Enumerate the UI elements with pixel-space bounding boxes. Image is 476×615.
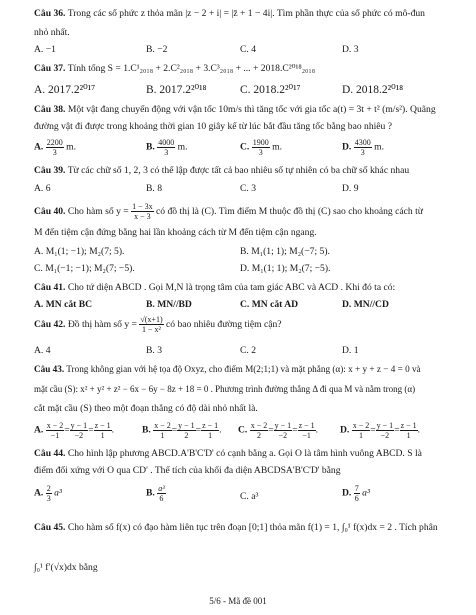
- option-d: D. MN//CD: [342, 299, 389, 310]
- denominator: 1 − x²: [142, 325, 161, 335]
- option-a: A. 6: [34, 183, 51, 194]
- question-label: Câu 40.: [34, 206, 66, 217]
- question-text-cont: nhỏ nhất.: [34, 27, 70, 38]
- question-text: Cho hàm số f(x) có đạo hàm liên tục trên đoạn [0;1] thỏa mãn f(1) = 1, ∫₀¹ f(x)dx = 2 . Tích phân: [67, 522, 438, 533]
- question-37: [34, 63, 454, 75]
- option-c: C. 4: [240, 44, 256, 55]
- question-text-cont: mặt cầu (S): x² + y² + z² − 6x − 6y − 8z + 18 = 0 . Phương trình đường thẳng Δ đi qua M và nằm trong (α): [34, 384, 416, 394]
- denominator: 3: [258, 148, 263, 157]
- question-text-cont: ∫₀¹ f′(√x)dx bằng: [34, 562, 98, 573]
- option-c: C. 2: [240, 345, 256, 356]
- option-b: B. M₁(1; 1); M₂(−7; 5).: [240, 246, 330, 257]
- option-b: B. 3: [146, 345, 162, 356]
- question-43: [34, 363, 454, 375]
- question-38: [34, 104, 454, 116]
- unit: a³: [362, 487, 370, 499]
- question-text: Cho hình lập phương ABCD.A'B'C'D' có cạnh bằng a. Gọi O là tâm hình vuông ABCD. S là: [67, 448, 422, 459]
- denominator: 1: [208, 431, 213, 440]
- option-c: C. MN cắt AD: [240, 299, 299, 310]
- option-letter: C.: [240, 141, 250, 153]
- question-45: [34, 522, 454, 534]
- fraction: [274, 421, 293, 440]
- option-b: B. MN//BD: [146, 299, 192, 310]
- numerator: z − 1: [298, 421, 315, 430]
- option-a: [34, 138, 76, 157]
- question-41: [34, 282, 454, 294]
- denominator: 3: [46, 494, 51, 503]
- question-label: Câu 43.: [34, 364, 65, 374]
- fraction: [157, 484, 165, 503]
- fraction: [94, 421, 112, 440]
- numerator: 4000: [158, 138, 175, 147]
- option-c: C. a³: [240, 491, 259, 502]
- numerator: 2200: [46, 138, 63, 147]
- option-d: D. 1: [342, 345, 359, 356]
- denominator: 6: [354, 494, 359, 503]
- question-text: Trong các số phức z thỏa mãn |z − 2 + i| = |z̄ + 1 − 4i|. Tìm phần thực của số phức có mô-đun: [67, 8, 425, 19]
- question-label: Câu 38.: [34, 104, 66, 115]
- fraction: [400, 421, 418, 440]
- numerator: 1 − 3x: [132, 202, 153, 212]
- numerator: 7: [354, 484, 359, 493]
- option-b: B. 8: [146, 183, 162, 194]
- numerator: y − 1: [274, 421, 292, 430]
- fraction: [46, 484, 52, 503]
- numerator: y − 1: [70, 421, 88, 430]
- denominator: −2: [380, 431, 390, 440]
- option-b: B. $\frac{x - 2}{1}$ = $\frac{y - 1}{2}$ = $\frac{z - 1}{1}$ .: [142, 421, 222, 440]
- option-c: C. $\frac{x - 2}{2}$ = $\frac{y - 1}{-2}$ = $\frac{z - 1}{-1}$ .: [238, 421, 319, 440]
- numerator: y − 1: [376, 421, 394, 430]
- denominator: 1: [160, 431, 165, 440]
- denominator: −1: [50, 431, 60, 440]
- fraction: [354, 484, 360, 503]
- option-a: A. −1: [34, 44, 56, 55]
- option-c: C. 2018.2²⁰¹⁷: [240, 84, 301, 96]
- option-d: [342, 138, 384, 157]
- question-text: Cho hàm số y =: [67, 206, 129, 217]
- fraction: [298, 421, 316, 440]
- denominator: 1: [406, 431, 411, 440]
- question-text: có đồ thị là (C). Tìm điểm M thuộc đồ thị (C) sao cho khoảng cách từ: [156, 206, 423, 217]
- option-a: A. 2017.2²⁰¹⁷: [34, 84, 96, 96]
- option-c: C. 3: [240, 183, 256, 194]
- fraction: [157, 138, 175, 157]
- option-a: A. 4: [34, 345, 51, 356]
- unit: a³: [54, 487, 62, 499]
- numerator: x − 2: [250, 421, 268, 430]
- question-text-cont: cắt mặt cầu (S) theo một đoạn thẳng có độ dài nhỏ nhất là.: [34, 403, 258, 414]
- numerator: 2: [46, 484, 51, 493]
- option-d: D. 9: [342, 183, 359, 194]
- numerator: √(x+1): [140, 315, 163, 325]
- option-letter: A.: [34, 141, 44, 153]
- question-text: Tính tổng S = 1.C¹₂₀₁₈ + 2.C²₂₀₁₈ + 3.C³₂₀₁₈ + ... + 2018.C²⁰¹⁸₂₀₁₈: [67, 63, 316, 74]
- option-a: [34, 484, 62, 503]
- fraction: [201, 421, 219, 440]
- question-label: Câu 37.: [34, 63, 66, 74]
- option-a: A. $\frac{x - 2}{-1}$ = $\frac{y - 1}{-2}$ = $\frac{z - 1}{1}$ .: [34, 421, 115, 440]
- fraction: [250, 421, 269, 440]
- question-label: Câu 39.: [34, 165, 66, 176]
- option-d: D. 3: [342, 44, 359, 55]
- fraction: [252, 138, 270, 157]
- option-letter: C.: [238, 424, 248, 436]
- option-b: B. 2017.2²⁰¹⁸: [146, 84, 207, 96]
- option-letter: A.: [34, 487, 44, 499]
- denominator: x − 3: [134, 212, 151, 222]
- denominator: 3: [164, 148, 169, 157]
- option-c: [240, 138, 282, 157]
- denominator: 6: [159, 494, 164, 503]
- denominator: 2: [184, 431, 189, 440]
- numerator: 4300: [354, 138, 371, 147]
- denominator: −2: [74, 431, 84, 440]
- option-b: [146, 138, 188, 157]
- question-42: [34, 313, 454, 337]
- denominator: 1: [100, 431, 105, 440]
- unit: m.: [374, 141, 385, 153]
- denominator: −2: [278, 431, 288, 440]
- option-letter: D.: [342, 487, 352, 499]
- question-44: [34, 448, 454, 460]
- option-letter: B.: [146, 487, 155, 499]
- question-text: Từ các chữ số 1, 2, 3 có thể lập được tất cả bao nhiêu số tự nhiên có ba chữ số khác nhau: [67, 165, 410, 176]
- fraction: [139, 315, 163, 334]
- option-letter: D.: [342, 141, 352, 153]
- unit: m.: [272, 141, 283, 153]
- fraction: [177, 421, 196, 440]
- denominator: 1: [358, 431, 363, 440]
- question-36: [34, 8, 454, 20]
- question-text-cont: điểm đối xứng với O qua CD' . Thể tích của khối đa diện ABCDSA'B'C'D' bằng: [34, 465, 341, 476]
- question-text: Cho tứ diện ABCD . Gọi M,N là trọng tâm của tam giác ABC và ACD . Khi đó ta có:: [67, 282, 396, 293]
- numerator: z − 1: [400, 421, 417, 430]
- fraction: [70, 421, 89, 440]
- fraction: [46, 421, 65, 440]
- numerator: x − 2: [154, 421, 171, 430]
- fraction: [354, 138, 372, 157]
- question-label: Câu 44.: [34, 448, 66, 459]
- numerator: 1900: [252, 138, 269, 147]
- page-footer: 5/6 - Mã đề 001: [209, 596, 267, 606]
- option-letter: B.: [142, 424, 151, 436]
- unit: m.: [66, 141, 77, 153]
- fraction: [153, 421, 172, 440]
- fraction: [46, 138, 64, 157]
- numerator: y − 1: [178, 421, 195, 430]
- option-a: A. MN cắt BC: [34, 299, 93, 310]
- unit: m.: [177, 141, 188, 153]
- option-b: [146, 484, 166, 503]
- question-40: [34, 201, 454, 223]
- numerator: z − 1: [94, 421, 111, 430]
- numerator: a³: [158, 484, 165, 493]
- option-letter: D.: [340, 424, 350, 436]
- option-b: B. −2: [146, 44, 168, 55]
- option-letter: B.: [146, 141, 155, 153]
- question-text: Trong không gian với hệ tọa độ Oxyz, cho điểm M(2;1;1) và mặt phẳng (α): x + y + z − 4 = 0 và: [66, 364, 421, 374]
- question-text: có bao nhiêu đường tiệm cận?: [166, 319, 282, 330]
- fraction: [131, 202, 154, 221]
- denominator: 3: [52, 148, 57, 157]
- question-text: Một vật đang chuyển động với vận tốc 10m/s thì tăng tốc với gia tốc a(t) = 3t + t² (m/s²). Quãng: [67, 104, 436, 115]
- option-d: D. 2018.2²⁰¹⁸: [342, 84, 404, 96]
- question-label: Câu 41.: [34, 282, 66, 293]
- option-d: D. $\frac{x - 2}{1}$ = $\frac{y - 1}{-2}$ = $\frac{z - 1}{1}$ .: [340, 421, 421, 440]
- option-a: A. M₁(1; −1); M₂(7; 5).: [34, 246, 125, 257]
- option-d: D. M₁(1; 1); M₂(7; −5).: [240, 263, 331, 274]
- question-text-cont: đường vật đi được trong khoảng thời gian 10 giây kể từ lúc bắt đầu tăng tốc bằng bao nhiêu ?: [34, 121, 392, 132]
- numerator: z − 1: [202, 421, 219, 430]
- option-letter: A.: [34, 424, 44, 436]
- question-label: Câu 42.: [34, 319, 66, 330]
- denominator: 2: [256, 431, 261, 440]
- question-39: [34, 165, 454, 177]
- numerator: x − 2: [352, 421, 370, 430]
- option-c: C. M₁(−1; −1); M₂(7; −5).: [34, 263, 135, 274]
- question-label: Câu 45.: [34, 522, 66, 533]
- question-text-cont: M đến tiệm cận đứng bằng hai lần khoảng cách từ M đến tiệm cận ngang.: [34, 227, 317, 238]
- question-text: Đồ thị hàm số y =: [67, 319, 137, 330]
- fraction: [352, 421, 371, 440]
- numerator: x − 2: [46, 421, 64, 430]
- denominator: 3: [360, 148, 365, 157]
- denominator: −1: [302, 431, 311, 440]
- fraction: [376, 421, 395, 440]
- question-label: Câu 36.: [34, 8, 66, 19]
- option-d: [342, 484, 370, 503]
